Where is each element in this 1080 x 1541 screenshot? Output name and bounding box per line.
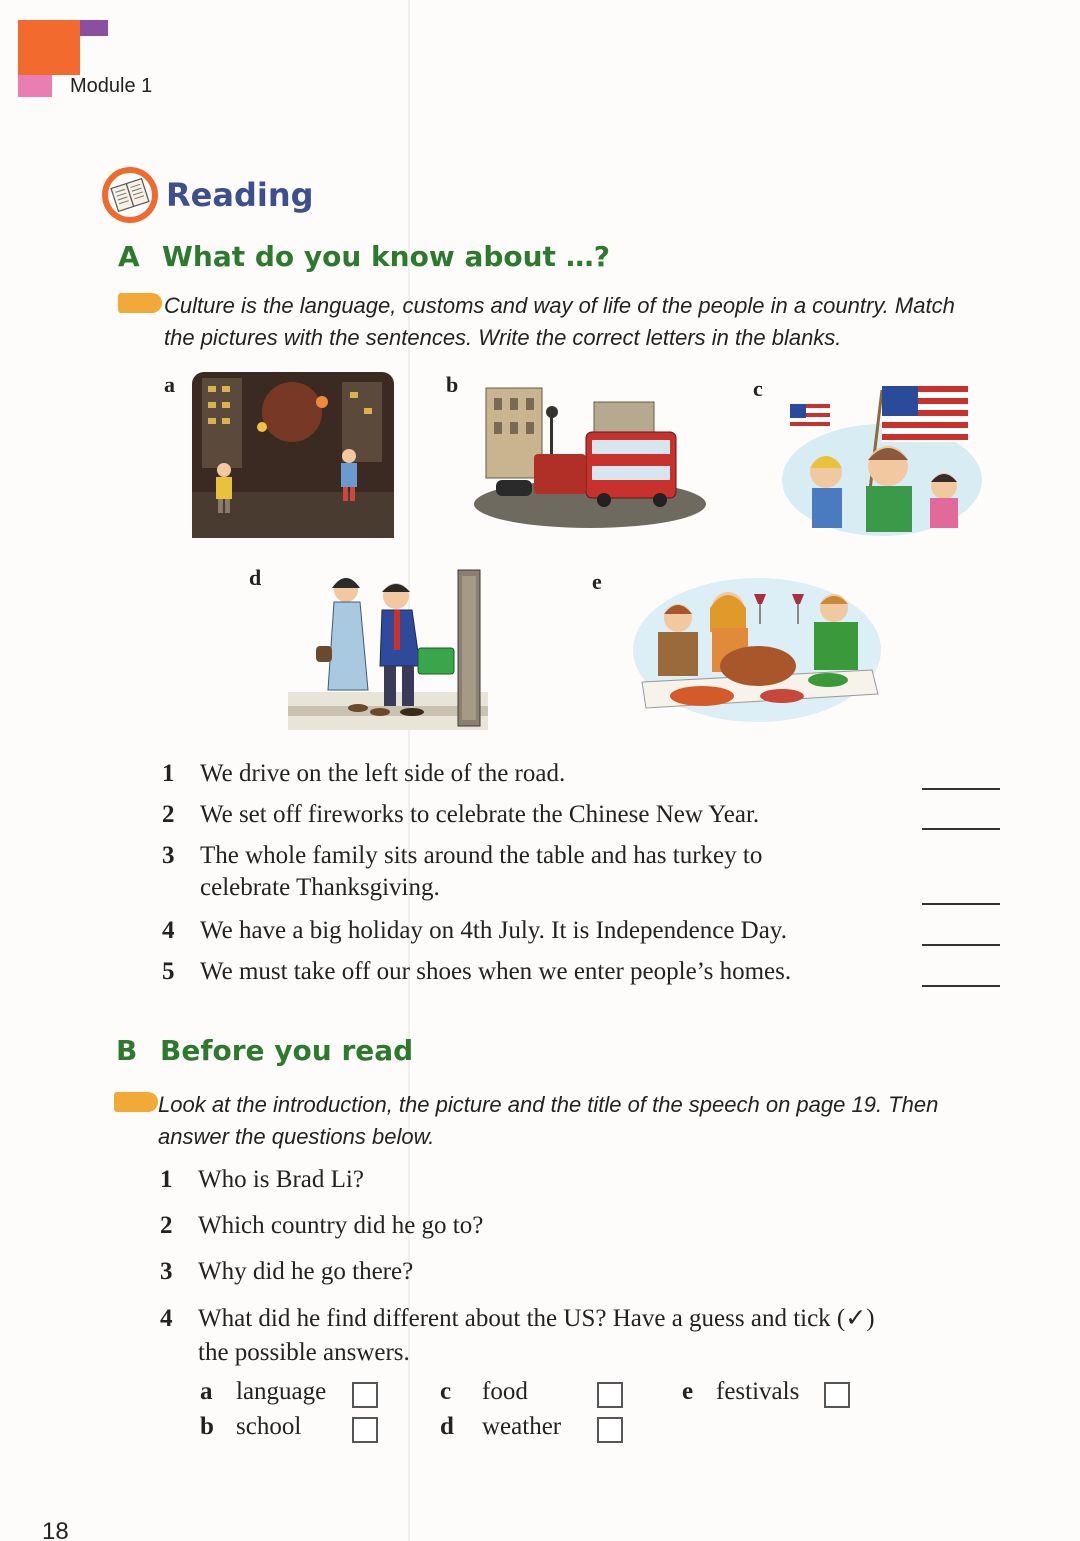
sentence-item [162,840,900,904]
flag-waving-crowd-illustration [782,380,982,536]
option-food [440,1378,528,1406]
sentence-text [200,840,900,904]
sentence-text: We must take off our shoes when we enter people’s homes. [200,958,792,985]
option-letter: c [440,1378,452,1405]
option-letter: d [440,1413,454,1440]
fireworks-night-illustration [192,372,394,538]
picture-letter-d: d [249,565,262,590]
picture-letter-a: a [164,372,175,397]
shoes-off-at-door-illustration [288,566,488,730]
reading-title: Reading [166,176,314,214]
tick-box-weather[interactable] [597,1417,623,1443]
sentence-text-line: celebrate Thanksgiving. [200,874,440,901]
question-text-line: the possible answers. [198,1339,410,1366]
question-number: 1 [160,1166,173,1193]
tick-box-language[interactable] [352,1382,378,1408]
question-text-line: What did he find different about the US? Have a guess and tick (✓) [198,1305,875,1332]
instruction-tab [118,293,162,313]
sentence-text: We set off fireworks to celebrate the Chinese New Year. [200,801,760,828]
tick-box-festivals[interactable] [824,1382,850,1408]
option-label: language [236,1378,327,1405]
sentence-item [162,799,900,831]
picture-letter-b: b [446,372,459,397]
option-label: festivals [716,1378,800,1405]
section-b-heading [116,1034,413,1067]
option-letter: b [200,1413,214,1440]
reading-heading [100,165,314,225]
sentence-item [162,915,900,947]
section-b-letter: B [116,1034,138,1067]
answer-blank-5[interactable] [922,985,1000,987]
section-b-instructions [158,1089,1038,1153]
section-a-instructions [164,290,1044,354]
london-street-bus-illustration [474,382,706,528]
question-text: Which country did he go to? [198,1212,484,1239]
option-letter: e [682,1378,694,1405]
sentence-number: 1 [162,760,175,787]
tick-box-food[interactable] [597,1382,623,1408]
instruction-tab [114,1092,158,1112]
sentence-number: 4 [162,917,175,944]
option-label: school [236,1413,302,1440]
sentence-item [162,758,900,790]
picture-letter-c: c [753,376,763,401]
sentence-number: 2 [162,801,175,828]
instruction-line: Look at the introduction, the picture and the title of the speech on page 19. Then [158,1092,939,1117]
option-label: food [482,1378,528,1405]
open-book-icon [100,165,160,225]
sentence-text: We have a big holiday on 4th July. It is Independence Day. [200,917,787,944]
question-item [160,1163,364,1197]
instruction-line: Culture is the language, customs and way of life of the people in a country. Match [164,293,955,318]
question-item [160,1255,413,1289]
answer-blank-4[interactable] [922,944,1000,946]
sentence-number: 5 [162,958,175,985]
answer-blank-2[interactable] [922,828,1000,830]
tick-box-school[interactable] [352,1417,378,1443]
question-number: 4 [160,1305,173,1332]
option-letter: a [200,1378,213,1405]
question-text [198,1302,875,1370]
sentence-item [162,956,900,988]
question-number: 3 [160,1258,173,1285]
option-festivals [682,1378,799,1406]
section-a-title: What do you know about …? [162,240,610,273]
option-school [200,1413,301,1441]
page-number: 18 [42,1518,69,1541]
option-label: weather [482,1413,562,1440]
module-label: Module 1 [70,75,153,97]
section-a-letter: A [118,240,140,273]
question-text: Who is Brad Li? [198,1166,364,1193]
picture-letter-e: e [592,569,602,594]
section-a-heading [118,240,610,273]
answer-blank-3[interactable] [922,903,1000,905]
question-item [160,1209,483,1243]
sentence-text: We drive on the left side of the road. [200,760,566,787]
sentence-number: 3 [162,842,175,869]
option-language [200,1378,326,1406]
answer-blank-1[interactable] [922,788,1000,790]
thanksgiving-dinner-illustration [632,574,882,722]
option-weather [440,1413,561,1441]
sentence-text-line: The whole family sits around the table and has turkey to [200,842,763,869]
section-b-title: Before you read [160,1034,414,1067]
question-item [160,1302,875,1370]
question-text: Why did he go there? [198,1258,414,1285]
instruction-line: answer the questions below. [158,1124,435,1149]
instruction-line: the pictures with the sentences. Write the correct letters in the blanks. [164,325,842,350]
question-number: 2 [160,1212,173,1239]
